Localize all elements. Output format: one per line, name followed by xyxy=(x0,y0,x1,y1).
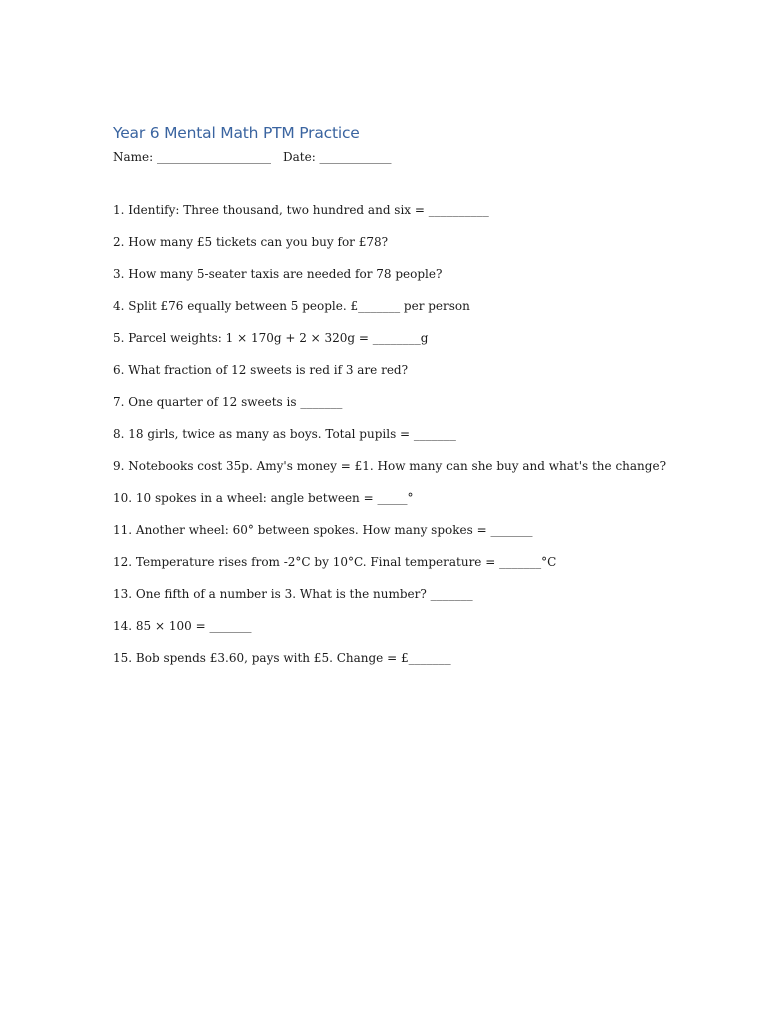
question-item: 5. Parcel weights: 1 × 170g + 2 × 320g = ________g xyxy=(113,331,429,345)
question-item: 2. How many £5 tickets can you buy for £78? xyxy=(113,235,389,249)
question-item: 8. 18 girls, twice as many as boys. Total pupils = _______ xyxy=(113,427,456,441)
question-item: 14. 85 × 100 = _______ xyxy=(113,619,252,633)
question-item: 12. Temperature rises from -2°C by 10°C. Final temperature = _______°C xyxy=(113,555,557,569)
page-title: Year 6 Mental Math PTM Practice xyxy=(113,124,360,142)
name-field: Name: ___________________ xyxy=(113,150,271,164)
question-item: 13. One fifth of a number is 3. What is the number? _______ xyxy=(113,587,473,601)
question-list xyxy=(113,202,666,682)
question-item: 6. What fraction of 12 sweets is red if 3 are red? xyxy=(113,363,409,377)
question-item: 9. Notebooks cost 35p. Amy's money = £1. How many can she buy and what's the change? xyxy=(113,459,666,473)
question-item: 7. One quarter of 12 sweets is _______ xyxy=(113,395,343,409)
question-item: 11. Another wheel: 60° between spokes. How many spokes = _______ xyxy=(113,523,533,537)
question-item: 1. Identify: Three thousand, two hundred and six = __________ xyxy=(113,203,489,217)
question-item: 3. How many 5-seater taxis are needed for 78 people? xyxy=(113,267,443,281)
question-item: 10. 10 spokes in a wheel: angle between = _____° xyxy=(113,491,414,505)
date-field: Date: ____________ xyxy=(283,150,392,164)
question-item: 4. Split £76 equally between 5 people. £_______ per person xyxy=(113,299,470,313)
name-date-line xyxy=(113,150,392,164)
question-item: 15. Bob spends £3.60, pays with £5. Change = £_______ xyxy=(113,651,451,665)
